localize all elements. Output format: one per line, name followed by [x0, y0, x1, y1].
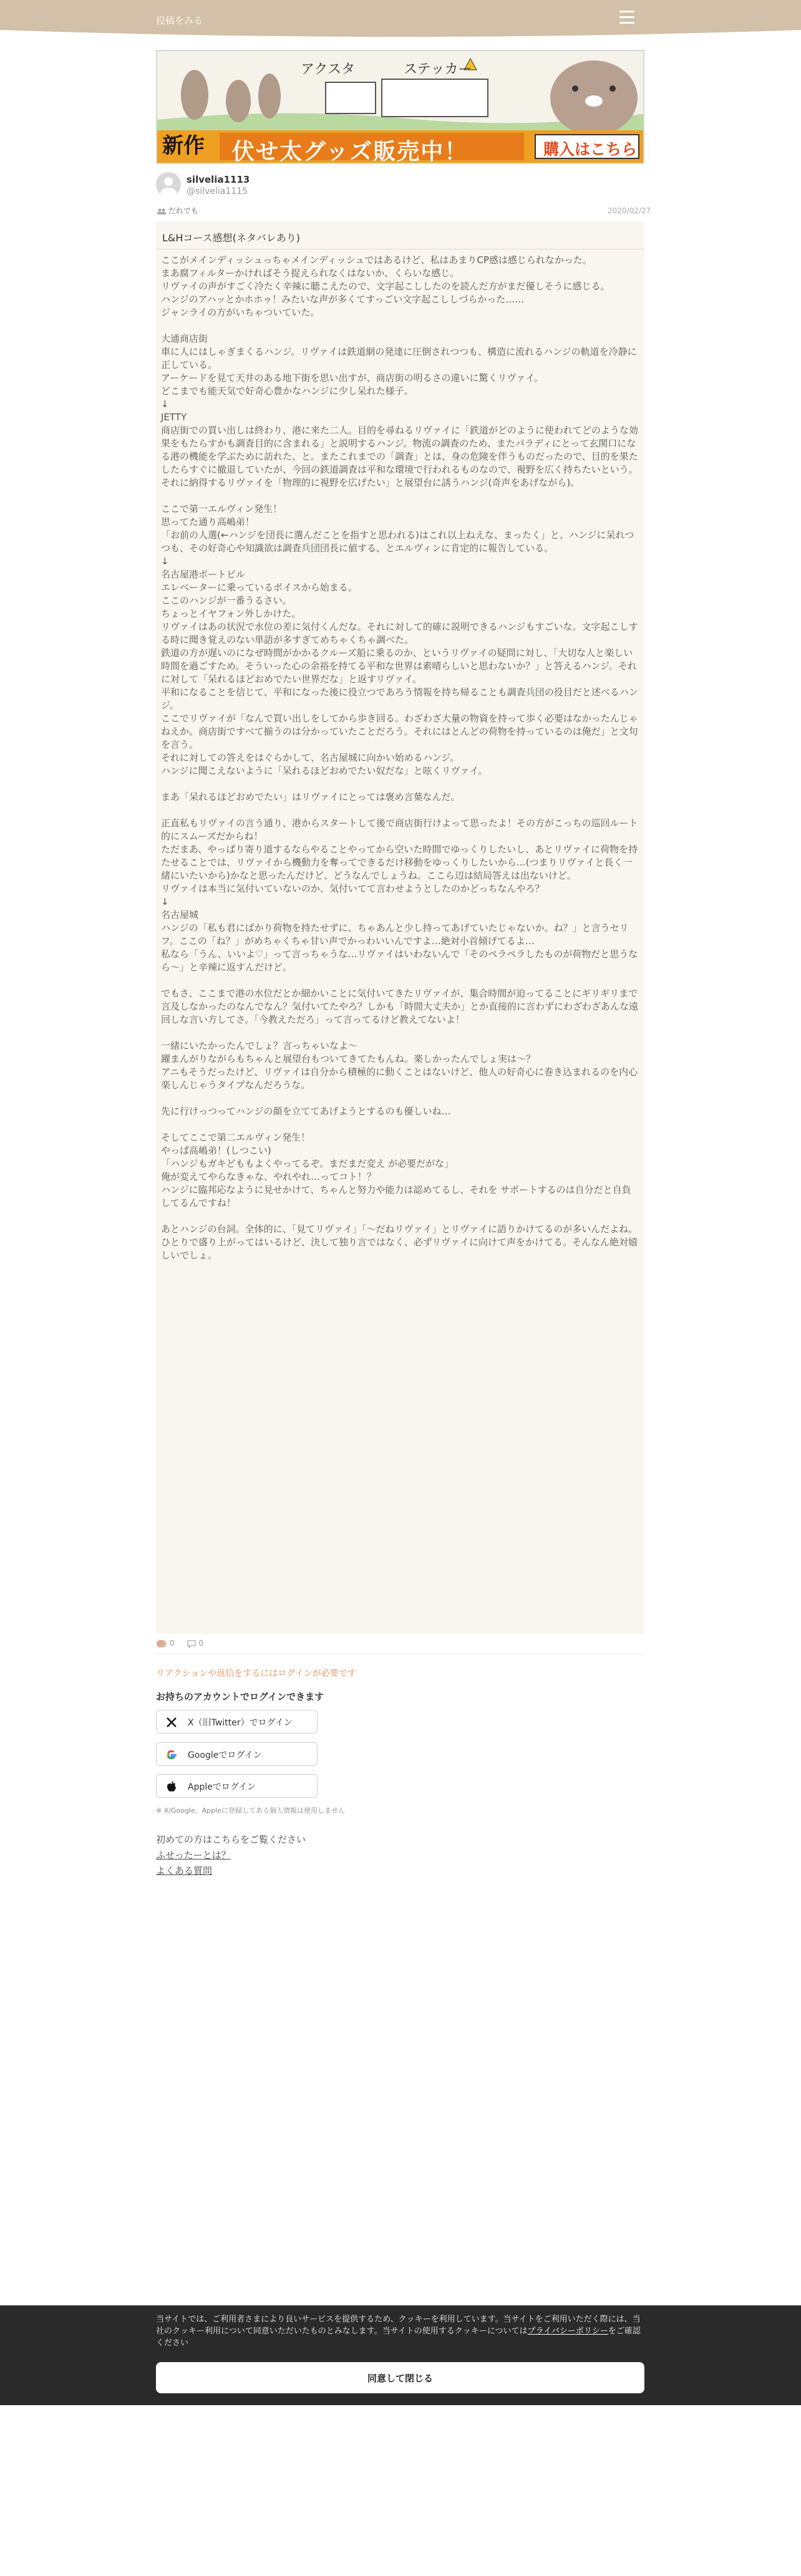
cookie-text-after: をご確認ください [156, 2327, 641, 2348]
banner-label-acrylic: アクスタ [301, 62, 356, 77]
banner-buy-button[interactable] [535, 134, 639, 159]
apple-login-label: Appleでログイン [188, 1782, 256, 1792]
username[interactable]: silvelia1113 [187, 174, 250, 185]
first-time-heading: 初めての方はこちらをご覧ください [156, 1834, 306, 1845]
post-body: ここがメインディッシュっちゃメインディッシュではあるけど、私はあまりCP感は感じられなかった。 まあ腐フィルターかければそう捉えられなくはないか、くらいな感じ。 リヴァイの声がすごく冷たく辛辣に聴こえたので、文字起こししたのを読んだ方がまだ優しそうに感じる。 ハンジのアハッとかホホゥ！みたいな声が多くてすっごい文字起こししづらかった…… ジャンライの方がいちゃついていた。 大通商店街 車に人にはしゃぎまくるハンジ。リヴァイは鉄道網の発達に圧倒されつつも、構造に流れるハンジの軌道を冷静に正している。 アーケードを見て天井のある地下街を思い出すが、商店街の明るさの違いに驚くリヴァイ。 どこまでも能天気で好奇心豊かなハンジに少し呆れた様子。 ↓ JETTY 商店街での買い出しは終わり、港に来た二人。目的を尋ねるリヴァイに「鉄道がどのように使われてどのような効果をもたらすかも調査目的に含まれる」と説明するハンジ。物流の調査のため、またパラディにとって玄関口になる港の機能を学ぶために訪れた、と。またこれまでの「調査」とは、身の危険を伴うものだったので、目的を果たしたらすぐに撤退していたが、今回の鉄道調査は平和な環境で行われるものなので、視野を広く持ちたいという。 それに納得するリヴァイを「物理的に視野を広げたい」と展望台に誘うハンジ(奇声をあげながら)。 ここで第一エルヴィン発生！ 思ってた通り高嶋弟！ 「お前の人選(←ハンジを団長に選んだことを指すと思われる)はこれ以上ねえな、まったく」と、ハンジに呆れつつも、その好奇心や知識欲は調査兵団団長に値する、とエルヴィンに肯定的に報告している。 ↓ 名古屋港ポートビル エレベーターに乗っているボイスから始まる。 ここのハンジが一番うるさい。 ちょっとイヤフォン外しかけた。 リヴァイはあの状況で水位の差に気付くんだな。それに対して的確に説明できるハンジもすごいな。文字起こしする時に聞き覚えのない単語が多すぎてめちゃくちゃ調べた。 鉄道の方が遅いのになぜ時間がかかるクルーズ船に乗るのか、というリヴァイの疑問に対し、「大切な人と楽しい時間を過ごすため。そういった心の余裕を持てる平和な世界は素晴らしいと思わないか？」と答えるハンジ。それに対して「呆れるほどおめでたい世界だな」と返すリヴァイ。 平和になることを信じて、平和になった後に役立つであろう情報を持ち帰ることも調査兵団の役目だと述べるハンジ。 ここでリヴァイが「なんで買い出しをしてから歩き回る。わざわざ大量の物資を持って歩く必要はなかったんじゃねえか。商店街ですべて揃うのは分かっていたことだろう。それにはとんどの荷物を持っているのは俺だ」と文句を言う。 それに対しての答えをはぐらかして、名古屋城に向かい始めるハンジ。 ハンジに聞こえないように「呆れるほどおめでたい奴だな」と呟くリヴァイ。 まあ「呆れるほどおめでたい」はリヴァイにとっては褒め言葉なんだ。 正直私もリヴァイの言う通り、港からスタートして後で商店街行けよって思ったよ！その方がこっちの巡回ルート的にスムーズだからね！ ただまあ、やっぱり寄り道するならやることやってから空いた時間でゆっくりしたいし、あとリヴァイに荷物を持たせることでは、リヴァイから機動力を奪ってできるだけ移動をゆっくりしたいから…(つまりリヴァイと長く一緒にいたいから)かなと思ったんだけど、どうなんでしょうね。ここら辺は結局答えは出ないけど。 リヴァイは本当に気付いていないのか、気付いてて言わせようとしたのかどっちなんやろ？ ↓ 名古屋城 ハンジの「私も君にばかり荷物を持たせずに、ちゃあんと少し持ってあげていたじゃないか。ね？」と言うセリフ。ここの「ね？」がめちゃくちゃ甘い声でかっわいいんですよ…絶対小首傾げてるよ… 私なら「うん、いいよ♡」って言っちゃうな…リヴァイはいわないんで「そのペラペラしたものが荷物だと思うなら～」と辛辣に返すんだけど。 でもさ、ここまで港の水位だとか細かいことに気付いてきたリヴァイが、集合時間が迫ってることにギリギリまで言及しなかったのなんでなん？気付いてたやろ？しかも「時間大丈夫か」とか直接的に言わずにわざわざあんな遠回しな言い方してさ。「今教えただろ」って言ってるけど教えてないよ！ 一緒にいたかったんでしょ？言っちゃいなよ～ 躍まんがりながらもちゃんと展望台もついてきてたもんね。楽しかったんでしょ実は～？ アニもそうだったけど、リヴァイは自分から積極的に動くことはないけど、他人の好奇心に巻き込まれるのを内心楽しんじゃうタイプなんだろうな。 先に行けっつってハンジの顔を立ててあげようとするのも優しいね… そしてここで第二エルヴィン発生！ やっぱ高嶋弟！(しつこい) 「ハンジもガキどももよくやってるぞ。まだまだ変え が必要だがな」 俺が変えてやらなきゃな、やれやれ…ってコト！？ ハンジに臨邦応なように見せかけて、ちゃんと努力や能力は認めてるし、それを サポートするのは自分だと自負してるんですね！ あとハンジの台詞。全体的に、「見てリヴァイ」「～だねリヴァイ」とリヴァイに語りかけてるのが多いんだよね。 ひとりで盛り上がってはいるけど、決して独り言ではなく、必ずリヴァイに向けて声をかけてる。そんなん絶対嬉しいでしょ。 [161, 254, 639, 1261]
apple-logo-icon [165, 1780, 178, 1793]
visibility-tag [157, 205, 198, 216]
apple-login-button[interactable] [156, 1774, 318, 1798]
login-heading: お持ちのアカウントでログインできます [156, 1691, 324, 1702]
cookie-accept-label: 同意して閉じる [367, 2373, 433, 2384]
banner-new-label: 新作 [162, 133, 205, 158]
login-privacy-note: ※ X/Google、Appleに登録してある個人情報は使用しません [156, 1807, 346, 1815]
google-login-button[interactable] [156, 1742, 318, 1766]
reaction-row [156, 1639, 203, 1648]
banner-main-text: 伏せ太グッズ販売中！ [232, 139, 468, 164]
post-date: 2020/02/27 [608, 206, 651, 215]
comment-count: 0 [198, 1639, 204, 1647]
banner-bottom-bar [157, 130, 643, 163]
about-link[interactable]: ふせったーとは？ [156, 1850, 231, 1861]
reaction-count: 0 [169, 1639, 175, 1647]
hamburger-icon[interactable] [619, 11, 634, 27]
faq-link[interactable]: よくある質問 [156, 1865, 213, 1876]
user-id: @silvelia1115 [187, 186, 248, 196]
banner-main-strip [220, 133, 524, 164]
goods-banner[interactable] [156, 50, 644, 164]
banner-buy-label: 購入はこちら [543, 140, 638, 158]
google-login-label: Googleでログイン [188, 1750, 262, 1760]
header-curve [0, 27, 801, 41]
view-posts-link[interactable]: 投稿をみる [156, 15, 203, 26]
cookie-text [156, 2313, 644, 2349]
x-login-label: X（旧Twitter）でログイン [188, 1718, 293, 1728]
x-login-button[interactable] [156, 1710, 318, 1734]
cookie-text-before: 当サイトでは、ご利用者さまにより良いサービスを提供するため、クッキーを利用しています。当サイトをご利用いただく際には、当社のクッキー利用について同意いただいたものとみなします。当サイトの使用するクッキーについては [156, 2315, 641, 2336]
cookie-accept-button[interactable] [156, 2362, 644, 2393]
people-icon [157, 208, 166, 215]
google-logo-icon [165, 1749, 178, 1761]
banner-label-sticker: ステッカー [404, 62, 472, 77]
comment-icon[interactable] [187, 1639, 197, 1648]
reaction-emoji-icon[interactable] [156, 1639, 167, 1648]
visibility-label: だれでも [168, 206, 198, 215]
login-required-notice: リアクションや返信をするにはログインが必要です [156, 1669, 356, 1679]
x-logo-icon [165, 1716, 178, 1729]
site-header [0, 0, 801, 30]
privacy-policy-link[interactable]: プライバシーポリシー [527, 2327, 608, 2336]
banner-illustration [157, 51, 644, 132]
post-title: L&Hコース感想(ネタバレあり) [162, 232, 300, 244]
avatar[interactable] [156, 172, 181, 197]
user-icon [156, 172, 181, 197]
cookie-consent-banner [0, 2305, 801, 2405]
post-content [156, 221, 644, 1634]
